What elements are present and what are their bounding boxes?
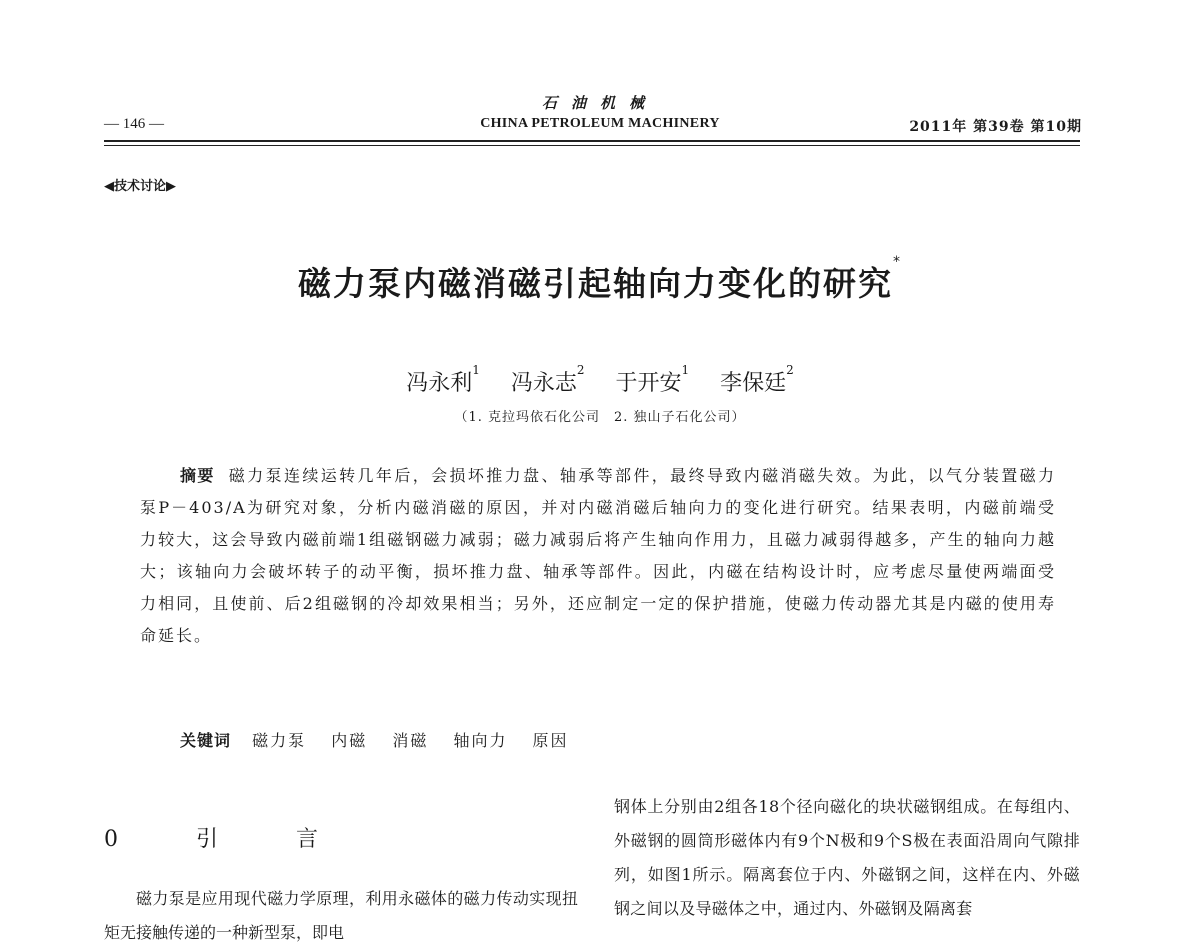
page-number: — 146 —: [104, 116, 164, 132]
author: [510, 363, 585, 397]
abstract-text: 磁力泵连续运转几年后，会损坏推力盘、轴承等部件，最终导致内磁消磁失效。为此，以气分装置磁力泵P－403/A为研究对象，分析内磁消磁的原因，并对内磁消磁后轴向力的变化进行研究。结果表明，内磁前端受力较大，这会导致内磁前端1组磁钢磁力减弱；磁力减弱后将产生轴向作用力，且磁力减弱得越多，产生的轴向力越大；该轴向力会破坏转子的动平衡，损坏推力盘、轴承等部件。因此，内磁在结构设计时，应考虑尽量使两端面受力相同，且使前、后2组磁钢的冷却效果相当；另外，还应制定一定的保护措施，使磁力传动器尤其是内磁的使用寿命延长。: [140, 466, 1056, 645]
body-column-right: [614, 790, 1080, 926]
section-heading: 0 引 言: [104, 827, 346, 852]
author-name: 李保廷: [720, 371, 787, 396]
abstract-label: 摘要: [180, 466, 215, 485]
author: [406, 363, 480, 397]
author-affiliation-mark: 1: [681, 363, 690, 377]
header-rule-thick: [104, 140, 1080, 142]
author-name: 冯永志: [510, 371, 577, 396]
author: [615, 363, 690, 397]
keyword: 原因: [532, 731, 569, 750]
section-tag: ◀技术讨论▶: [104, 179, 176, 194]
keyword: 内磁: [331, 731, 368, 750]
keywords-label: 关键词: [180, 731, 232, 750]
keywords: [140, 728, 587, 751]
journal-name-cn: 石油机械: [541, 94, 658, 112]
keyword: 轴向力: [453, 731, 508, 750]
author-affiliation-mark: 1: [472, 363, 480, 377]
author-name: 冯永利: [406, 371, 473, 396]
article-title-text: 磁力泵内磁消磁引起轴向力变化的研究: [298, 264, 893, 303]
abstract: [140, 460, 1056, 652]
body-column-left: [104, 882, 578, 950]
body-paragraph: 磁力泵是应用现代磁力学原理，利用永磁体的磁力传动实现扭矩无接触传递的一种新型泵，即电: [104, 889, 578, 942]
keyword: 消磁: [392, 731, 429, 750]
journal-name-en: CHINA PETROLEUM MACHINERY: [480, 116, 720, 131]
author-affiliation-mark: 2: [786, 363, 794, 377]
author-name: 于开安: [615, 371, 682, 396]
author-list: [0, 363, 1200, 397]
author: [720, 363, 794, 397]
author-affiliation-mark: 2: [576, 363, 585, 377]
article-title: [0, 254, 1200, 305]
affiliations: （1. 克拉玛依石化公司 2. 独山子石化公司）: [454, 410, 746, 425]
header-rule-thin: [104, 145, 1080, 146]
keyword: 磁力泵: [252, 731, 307, 750]
title-footnote-mark: *: [893, 254, 902, 270]
body-paragraph: 钢体上分别由2组各18个径向磁化的块状磁钢组成。在每组内、外磁钢的圆筒形磁体内有9个N极和9个S极在表面沿周向气隙排列，如图1所示。隔离套位于内、外磁钢之间，这样在内、外磁钢之间以及导磁体之中，通过内、外磁钢及隔离套: [614, 797, 1080, 918]
issue-info: 2011年 第39卷 第10期: [909, 119, 1082, 135]
